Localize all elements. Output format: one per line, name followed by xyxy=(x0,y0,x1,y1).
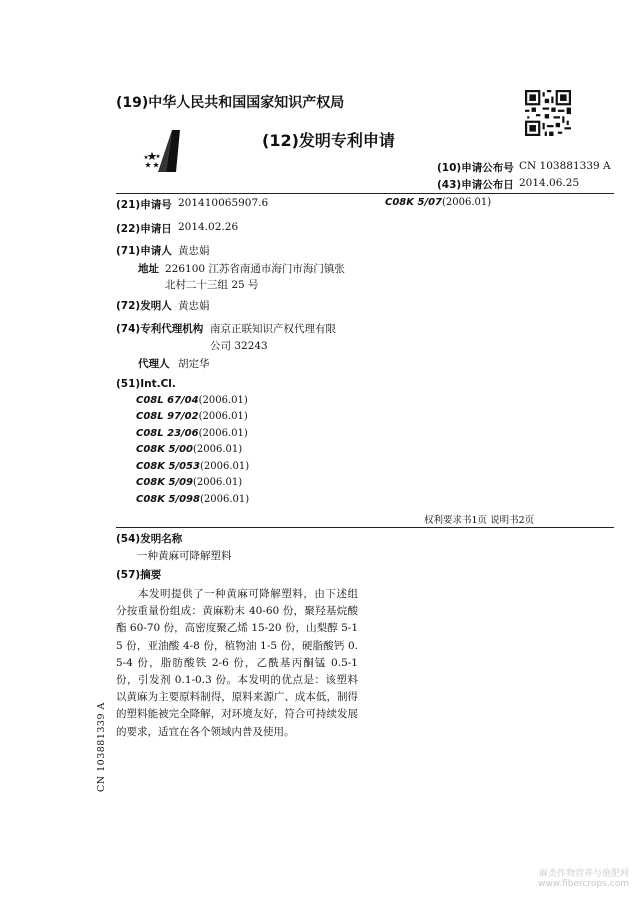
publication-date: 2014.06.25 xyxy=(519,177,580,189)
main-ipc-version: (2006.01) xyxy=(442,197,492,208)
ipc-code: C08L 23/06 xyxy=(136,428,199,439)
address-line-1: 226100 江苏省南通市海门市海门镇张 xyxy=(165,263,345,275)
ipc-code: C08L 67/04 xyxy=(136,395,199,406)
qr-code-icon xyxy=(525,90,571,136)
agency-label: (74)专利代理机构 xyxy=(116,323,204,335)
document-type: (12)发明专利申请 xyxy=(262,131,395,150)
ipc-entry xyxy=(136,444,242,455)
side-publication-number: CN 103881339 A xyxy=(96,702,107,792)
address-line-2: 北村二十三组 25 号 xyxy=(165,279,259,291)
ipc-version: (2006.01) xyxy=(198,428,248,439)
application-number: 201410065907.6 xyxy=(178,197,269,209)
application-date: 2014.02.26 xyxy=(178,221,239,233)
ipc-code: C08K 5/098 xyxy=(136,494,200,505)
watermark-site-name: 麻类作物营养与施肥网 xyxy=(538,869,629,879)
applicant: 黄忠娟 xyxy=(178,245,210,257)
application-date-label: (22)申请日 xyxy=(116,223,172,235)
ipc-code: C08K 5/053 xyxy=(136,461,200,472)
ipc-version: (2006.01) xyxy=(199,461,250,472)
ipc-entry xyxy=(136,428,248,439)
abstract-text: 本发明提供了一种黄麻可降解塑料，由下述组分按重量份组成：黄麻粉末 40-60 份，聚羟基烷酸酯 60-70 份，高密度聚乙烯 15-20 份，山梨醇 5-15 份，亚油酸 4-8 份，植物油 1-5 份，硬脂酸钙 0.5-4 份，脂肪酸铁 2-6 份，乙酰基丙酮锰 0.5-1 份，引发剂 0.1-0.3 份。本发明的优点是：该塑料以黄麻为主要原料制得，原料来源广、成本低，制得的塑料能被完全降解，对环境友好，符合可持续发展的要求，适宜在各个领域内普及使用。 xyxy=(116,588,358,738)
publication-number: CN 103881339 A xyxy=(519,160,611,172)
main-ipc-code: C08K 5/07 xyxy=(385,197,443,208)
publication-number-label: (10)申请公布号 xyxy=(437,162,514,174)
ipc-version: (2006.01) xyxy=(198,395,248,406)
applicant-label: (71)申请人 xyxy=(116,245,172,257)
inventor: 黄忠娟 xyxy=(178,300,210,312)
publication-date-label: (43)申请公布日 xyxy=(437,179,514,191)
pages-note: 权利要求书1页 说明书2页 xyxy=(424,515,535,526)
ipc-version: (2006.01) xyxy=(198,411,248,422)
ipc-entry xyxy=(136,494,249,505)
main-ipc xyxy=(385,197,491,208)
ipc-code: C08K 5/00 xyxy=(136,444,194,455)
int-cl-label: (51)Int.Cl. xyxy=(116,378,176,390)
cnipa-logo-icon xyxy=(142,128,190,174)
ipc-entry xyxy=(136,461,249,472)
agent-label: 代理人 xyxy=(138,358,170,370)
inventor-label: (72)发明人 xyxy=(116,300,172,312)
ipc-entry xyxy=(136,411,248,422)
agent: 胡定华 xyxy=(178,358,210,370)
ipc-entry xyxy=(136,477,242,488)
ipc-code: C08K 5/09 xyxy=(136,477,194,488)
header-divider xyxy=(116,193,614,194)
application-number-label: (21)申请号 xyxy=(116,199,172,211)
ipc-entry xyxy=(136,395,248,406)
ipc-version: (2006.01) xyxy=(193,444,243,455)
agency-line-1: 南京正联知识产权代理有限 xyxy=(210,323,336,335)
watermark-url: www.fibercrops.com xyxy=(538,879,629,889)
agency-line-2: 公司 32243 xyxy=(210,340,268,352)
invention-title: 一种黄麻可降解塑料 xyxy=(137,550,232,562)
office-name: (19)中华人民共和国国家知识产权局 xyxy=(116,95,345,111)
invention-title-label: (54)发明名称 xyxy=(116,533,183,545)
address-label: 地址 xyxy=(138,263,159,275)
biblio-divider xyxy=(116,527,614,528)
ipc-version: (2006.01) xyxy=(193,477,243,488)
ipc-version: (2006.01) xyxy=(199,494,250,505)
abstract-label: (57)摘要 xyxy=(116,569,162,581)
ipc-code: C08L 97/02 xyxy=(136,411,199,422)
